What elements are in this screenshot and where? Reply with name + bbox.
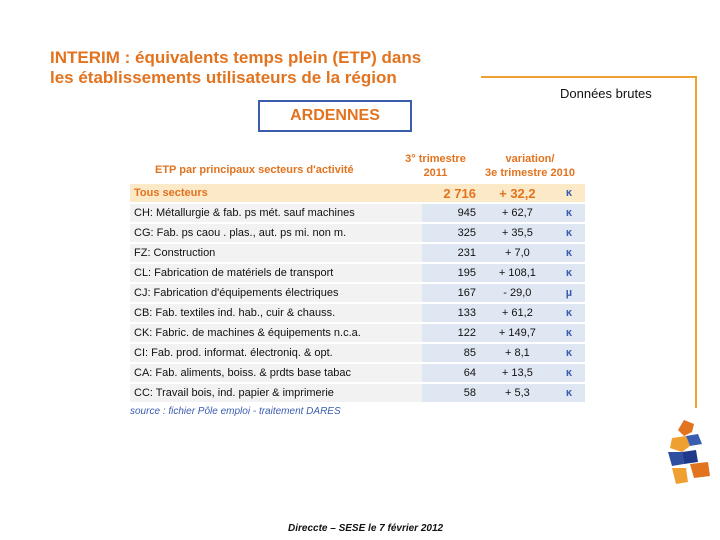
row-value: 231 xyxy=(422,244,482,262)
row-label: Tous secteurs xyxy=(130,184,422,202)
row-value: 325 xyxy=(422,224,482,242)
region-box: ARDENNES xyxy=(258,100,412,132)
row-label: CC: Travail bois, ind. papier & imprimerie xyxy=(130,384,422,402)
row-label: CG: Fab. ps caou . plas., aut. ps mi. non m. xyxy=(130,224,422,242)
row-label: CL: Fabrication de matériels de transport xyxy=(130,264,422,282)
row-trend-icon: µ xyxy=(553,284,585,302)
table-row xyxy=(130,244,585,262)
frame-right-line xyxy=(695,76,697,408)
row-trend-icon: ĸ xyxy=(553,384,585,402)
row-trend-icon: ĸ xyxy=(553,204,585,222)
row-value: 122 xyxy=(422,324,482,342)
row-variation: + 7,0 xyxy=(482,244,553,262)
title-line-1: INTERIM : équivalents temps plein (ETP) dans xyxy=(50,48,422,67)
row-variation: + 61,2 xyxy=(482,304,553,322)
page-title xyxy=(50,48,470,88)
header-sector: ETP par principaux secteurs d'activité xyxy=(155,164,354,176)
row-variation: + 149,7 xyxy=(482,324,553,342)
row-trend-icon: ĸ xyxy=(553,264,585,282)
row-value: 58 xyxy=(422,384,482,402)
row-variation: + 32,2 xyxy=(482,184,553,202)
footer-text: Direccte – SESE le 7 février 2012 xyxy=(288,523,444,534)
header-variation xyxy=(475,152,585,180)
table-row xyxy=(130,284,585,302)
header-variation-line2: 3e trimestre 2010 xyxy=(485,167,575,179)
table-row xyxy=(130,384,585,402)
row-label: CI: Fab. prod. informat. électroniq. & opt. xyxy=(130,344,422,362)
row-value: 167 xyxy=(422,284,482,302)
sector-table xyxy=(130,148,585,417)
row-value: 133 xyxy=(422,304,482,322)
row-trend-icon: ĸ xyxy=(553,244,585,262)
row-value: 85 xyxy=(422,344,482,362)
row-trend-icon: ĸ xyxy=(553,324,585,342)
source-note: source : fichier Pôle emploi - traitement DARES xyxy=(130,406,341,417)
header-quarter xyxy=(398,152,473,180)
row-variation: + 35,5 xyxy=(482,224,553,242)
row-label: CK: Fabric. de machines & équipements n.c.a. xyxy=(130,324,422,342)
header-variation-line1: variation/ xyxy=(505,153,555,165)
row-label: CJ: Fabrication d'équipements électriques xyxy=(130,284,422,302)
row-trend-icon: ĸ xyxy=(553,364,585,382)
row-variation: + 13,5 xyxy=(482,364,553,382)
row-label: CH: Métallurgie & fab. ps mét. sauf machines xyxy=(130,204,422,222)
row-value: 195 xyxy=(422,264,482,282)
title-line-2: les établissements utilisateurs de la région xyxy=(50,68,397,87)
row-trend-icon: ĸ xyxy=(553,184,585,202)
table-row xyxy=(130,344,585,362)
region-map-logo xyxy=(664,418,716,503)
row-value: 64 xyxy=(422,364,482,382)
row-label: FZ: Construction xyxy=(130,244,422,262)
header-quarter-line2: 2011 xyxy=(423,167,448,179)
frame-top-line xyxy=(481,76,697,78)
row-value: 2 716 xyxy=(422,184,482,202)
table-row xyxy=(130,364,585,382)
row-trend-icon: ĸ xyxy=(553,224,585,242)
row-trend-icon: ĸ xyxy=(553,344,585,362)
table-header xyxy=(130,148,585,182)
row-variation: + 8,1 xyxy=(482,344,553,362)
row-label: CB: Fab. textiles ind. hab., cuir & chauss. xyxy=(130,304,422,322)
table-row xyxy=(130,184,585,202)
header-quarter-line1: 3° trimestre xyxy=(405,153,466,165)
row-variation: - 29,0 xyxy=(482,284,553,302)
table-body xyxy=(130,182,585,404)
table-row xyxy=(130,304,585,322)
table-row xyxy=(130,204,585,222)
row-variation: + 108,1 xyxy=(482,264,553,282)
raw-data-label: Données brutes xyxy=(560,86,652,101)
row-trend-icon: ĸ xyxy=(553,304,585,322)
row-label: CA: Fab. aliments, boiss. & prdts base tabac xyxy=(130,364,422,382)
row-value: 945 xyxy=(422,204,482,222)
row-variation: + 62,7 xyxy=(482,204,553,222)
table-row xyxy=(130,324,585,342)
row-variation: + 5,3 xyxy=(482,384,553,402)
table-row xyxy=(130,264,585,282)
table-row xyxy=(130,224,585,242)
